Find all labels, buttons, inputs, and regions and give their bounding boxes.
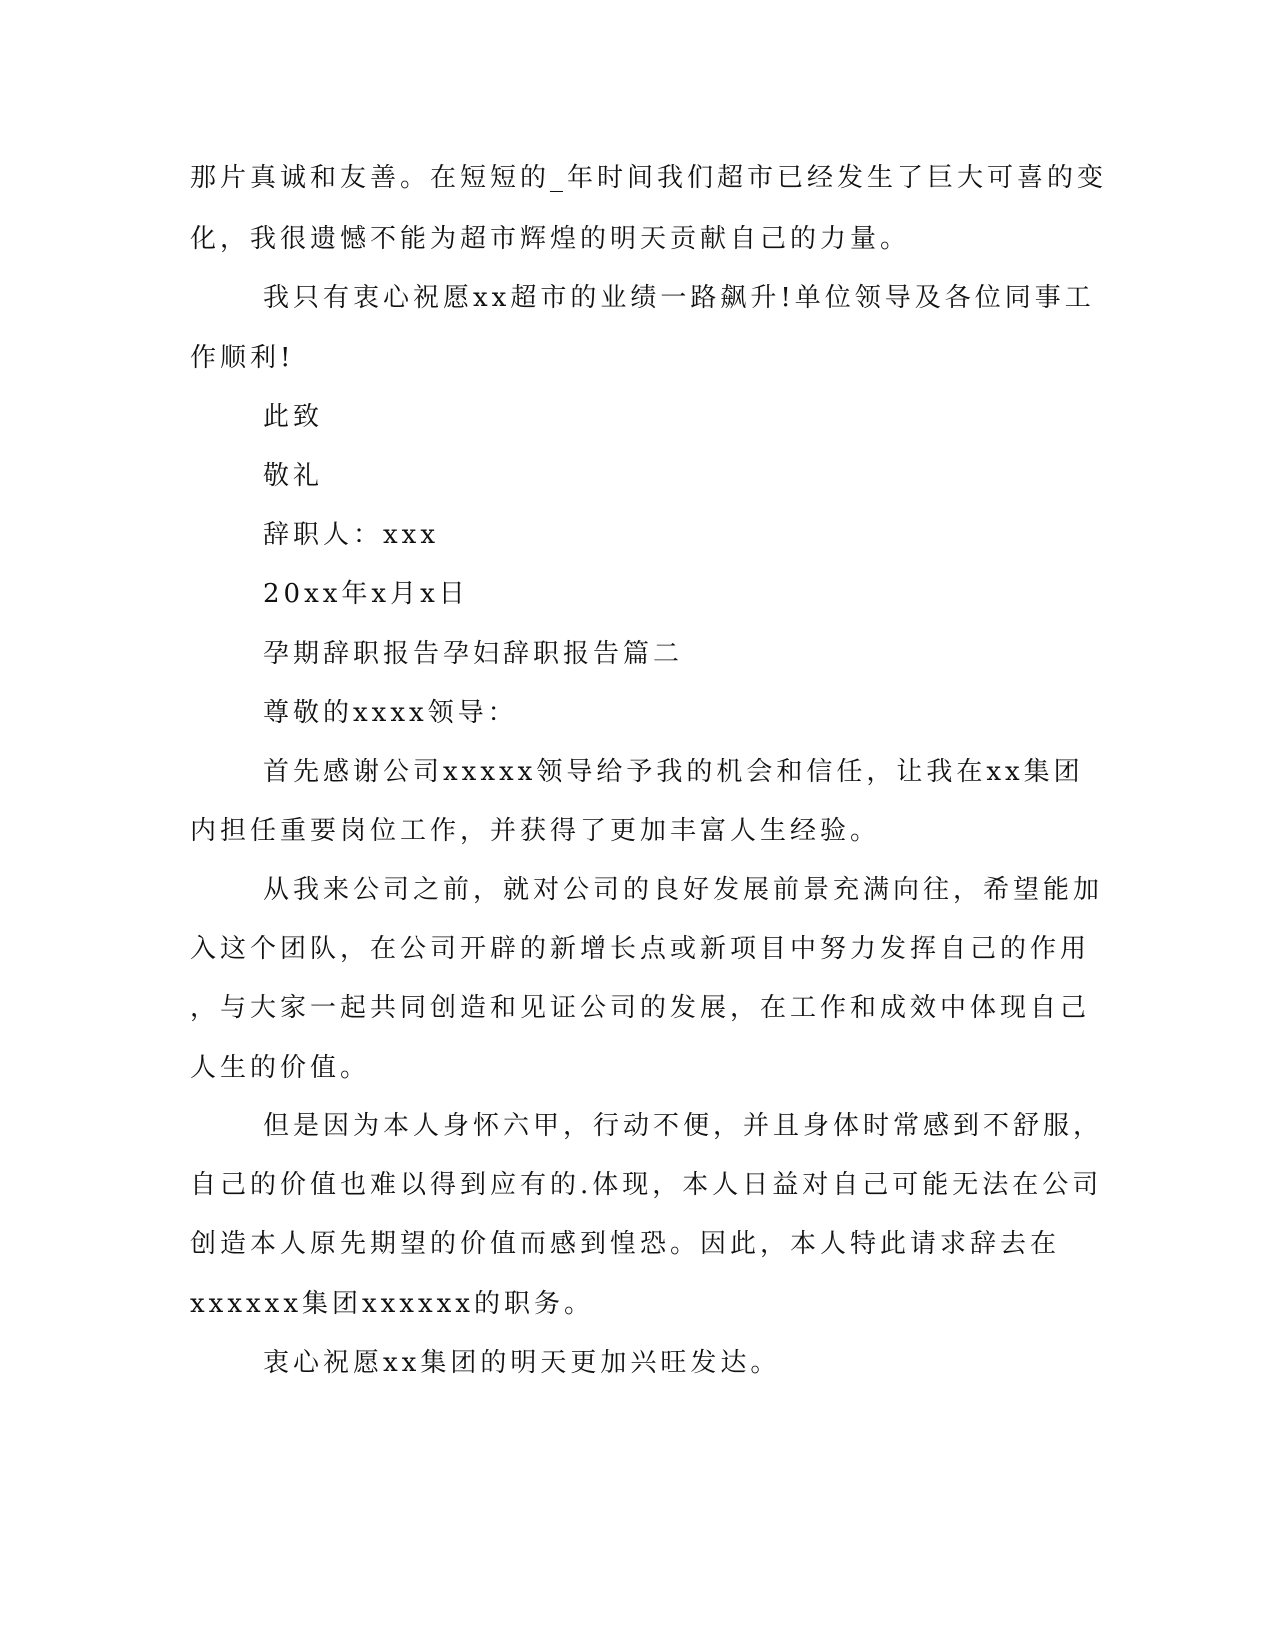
text-line: 作顺利!: [190, 343, 295, 373]
signature-line: 辞职人：xxx: [263, 520, 439, 550]
text-line: 敬礼: [263, 461, 324, 491]
text-line: ，与大家一起共同创造和见证公司的发展，在工作和成效中体现自己: [190, 993, 1091, 1023]
text-line: 内担任重要岗位工作，并获得了更加丰富人生经验。: [190, 816, 881, 846]
section-heading: 孕期辞职报告孕妇辞职报告篇二: [263, 639, 684, 669]
salutation-line: 尊敬的xxxx领导：: [263, 698, 518, 728]
text-line: 入这个团队，在公司开辟的新增长点或新项目中努力发挥自己的作用: [190, 934, 1091, 964]
date-line: 20xx年x月x日: [263, 579, 469, 609]
text-line: 此致: [263, 402, 324, 432]
text-line: 我只有衷心祝愿xx超市的业绩一路飙升!单位领导及各位同事工: [263, 283, 1095, 313]
text-line: 首先感谢公司xxxxx领导给予我的机会和信任，让我在xx集团: [263, 757, 1084, 787]
text-line: 人生的价值。: [190, 1053, 371, 1083]
text-line: 衷心祝愿xx集团的明天更加兴旺发达。: [263, 1348, 781, 1378]
text-line: 但是因为本人身怀六甲，行动不便，并且身体时常感到不舒服，: [263, 1111, 1104, 1141]
text-line: 那片真诚和友善。在短短的_年时间我们超市已经发生了巨大可喜的变: [190, 163, 1108, 193]
text-line: 自己的价值也难以得到应有的.体现，本人日益对自己可能无法在公司: [190, 1170, 1103, 1200]
text-line: 化，我很遗憾不能为超市辉煌的明天贡献自己的力量。: [190, 224, 911, 254]
text-line: 创造本人原先期望的价值而感到惶恐。因此，本人特此请求辞去在: [190, 1229, 1061, 1259]
text-line: 从我来公司之前，就对公司的良好发展前景充满向往，希望能加: [263, 875, 1104, 905]
text-line: xxxxxx集团xxxxxx的职务。: [190, 1289, 594, 1319]
